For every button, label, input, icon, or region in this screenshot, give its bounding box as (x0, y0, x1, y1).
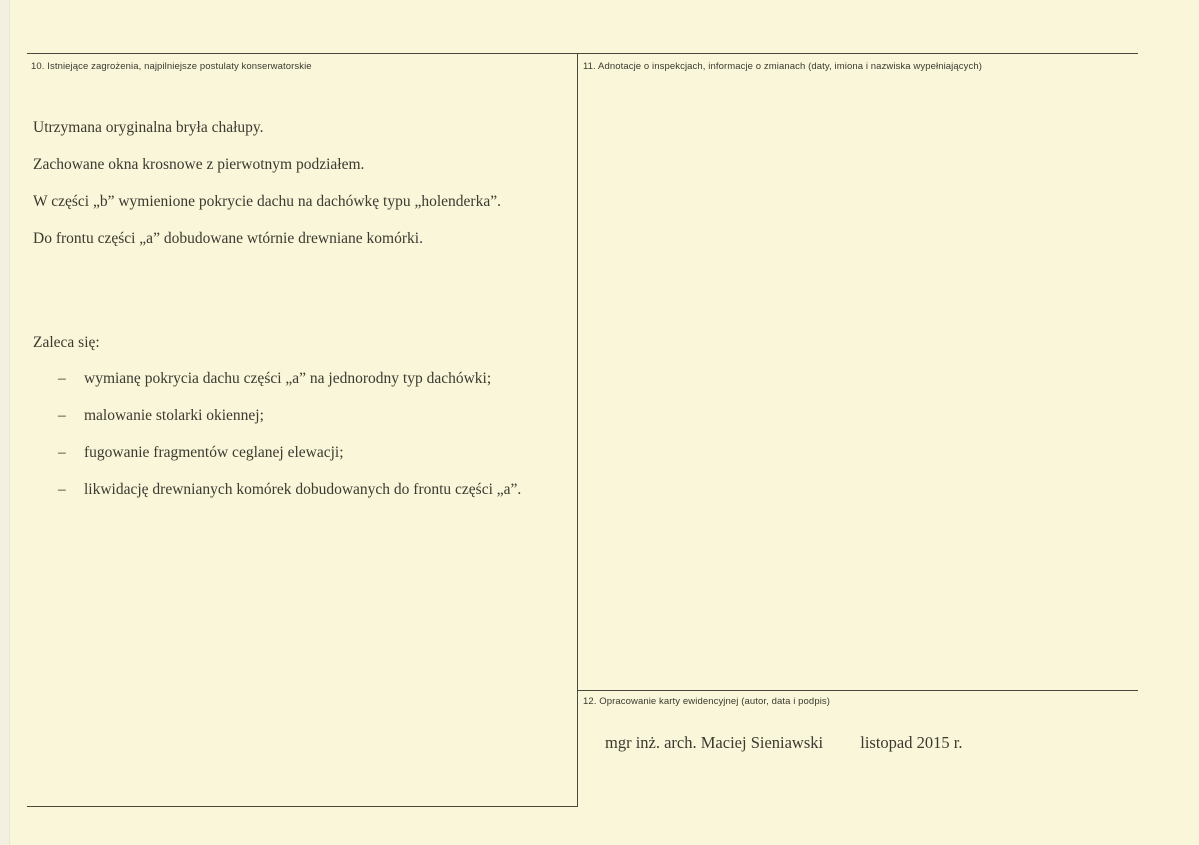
bullet-dash-icon: – (58, 444, 66, 461)
condition-paragraph-4: Do frontu części „a” dobudowane wtórnie drewniane komórki. (33, 230, 423, 247)
rule-above-section-12 (578, 690, 1138, 691)
rule-bottom-left-column (27, 806, 578, 807)
section-10-header: 10. Istniejące zagrożenia, najpilniejsze postulaty konserwatorskie (31, 61, 312, 72)
rule-column-divider (577, 53, 578, 807)
recommendations-intro: Zaleca się: (33, 334, 100, 351)
section-12-header: 12. Opracowanie karty ewidencyjnej (autor, data i podpis) (583, 696, 831, 707)
recommendations-list (33, 371, 521, 519)
condition-paragraph-3: W części „b” wymienione pokrycie dachu na dachówkę typu „holenderka”. (33, 193, 501, 210)
list-item (33, 482, 521, 519)
bullet-dash-icon: – (58, 481, 66, 498)
list-item-label: fugowanie fragmentów ceglanej elewacji; (84, 444, 344, 461)
list-item (33, 408, 521, 445)
list-item-label: likwidację drewnianych komórek dobudowanych do frontu części „a”. (84, 481, 522, 498)
list-item-label: malowanie stolarki okiennej; (84, 407, 264, 424)
rule-top-left-column (27, 53, 578, 54)
bullet-dash-icon: – (58, 370, 66, 387)
section-11-header: 11. Adnotacje o inspekcjach, informacje o zmianach (daty, imiona i nazwiska wypełniających) (583, 61, 982, 72)
authorship-signature-row (605, 733, 962, 753)
list-item (33, 371, 521, 408)
bullet-dash-icon: – (58, 407, 66, 424)
list-item-label: wymianę pokrycia dachu części „a” na jednorodny typ dachówki; (84, 370, 492, 387)
authorship-date: listopad 2015 r. (860, 733, 963, 752)
condition-paragraph-1: Utrzymana oryginalna bryła chałupy. (33, 119, 264, 136)
rule-top-right-column (578, 53, 1138, 54)
condition-paragraph-2: Zachowane okna krosnowe z pierwotnym podziałem. (33, 156, 365, 173)
author-name: mgr inż. arch. Maciej Sieniawski (605, 733, 824, 752)
list-item (33, 445, 521, 482)
section-11-body-area (583, 80, 1135, 680)
